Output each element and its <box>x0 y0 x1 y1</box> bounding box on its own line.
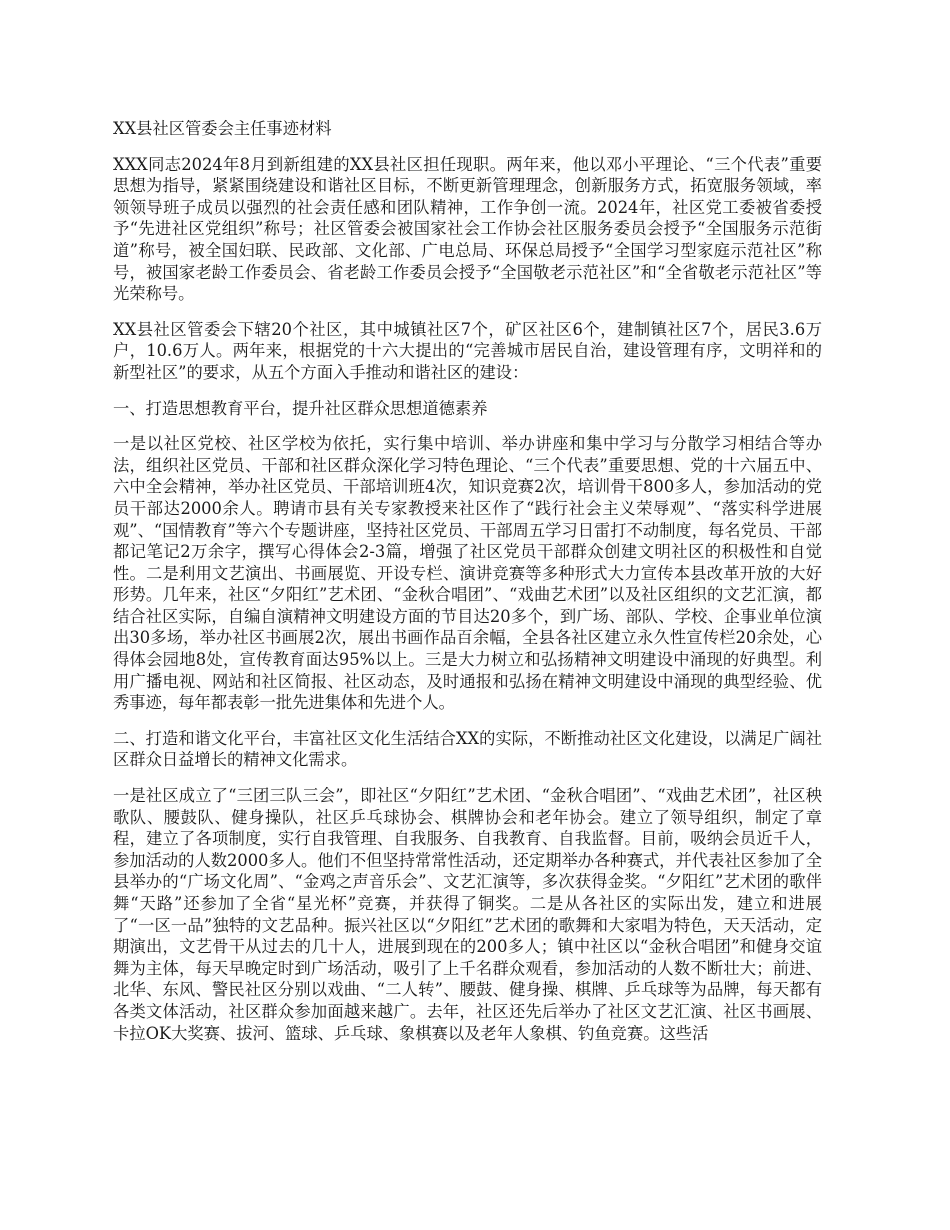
paragraph-overview: XX县社区管委会下辖20个社区，其中城镇社区7个，矿区社区6个，建制镇社区7个，居民3.6万户，10.6万人。两年来，根据党的十六大提出的“完善城市居民自治，建设管理有序，文明祥和的新型社区”的要求，从五个方面入手推动和谐社区的建设： <box>113 319 822 382</box>
paragraph-intro: XXX同志2024年8月到新组建的XX县社区担任现职。两年来，他以邓小平理论、“三个代表”重要思想为指导，紧紧围绕建设和谐社区目标，不断更新管理理念，创新服务方式，拓宽服务领域，率领领导班子成员以强烈的社会责任感和团队精神，工作争创一流。2024年，社区党工委被省委授予“先进社区党组织”称号；社区管委会被国家社会工作协会社区服务委员会授予“全国服务示范街道”称号，被全国妇联、民政部、文化部、广电总局、环保总局授予“全国学习型家庭示范社区”称号，被国家老龄工作委员会、省老龄工作委员会授予“全国敬老示范社区”和“全省敬老示范社区”等光荣称号。 <box>113 154 822 304</box>
document-title: XX县社区管委会主任事迹材料 <box>113 119 332 138</box>
paragraph-section-2: 一是社区成立了“三团三队三会”，即社区“夕阳红”艺术团、“金秋合唱团”、“戏曲艺术团”，社区秧歌队、腰鼓队、健身操队，社区乒乓球协会、棋牌协会和老年协会。建立了领导组织，制定了章程，建立了各项制度，实行自我管理、自我服务、自我教育、自我监督。目前，吸纳会员近千人，参加活动的人数2000多人。他们不但坚持常常性活动，还定期举办各种赛式，并代表社区参加了全县举办的“广场文化周”、“金鸡之声音乐会”、文艺汇演等，多次获得金奖。“夕阳红”艺术团的歌伴舞“天路”还参加了全省“星光杯”竞赛，并获得了铜奖。二是从各社区的实际出发，建立和进展了“一区一品”独特的文艺品种。振兴社区以“夕阳红”艺术团的歌舞和大家唱为特色，天天活动，定期演出，文艺骨干从过去的几十人，进展到现在的200多人；镇中社区以“金秋合唱团”和健身交谊舞为主体，每天早晚定时到广场活动，吸引了上千名群众观看，参加活动的人数不断壮大；前进、北华、东风、警民社区分别以戏曲、“二人转”、腰鼓、健身操、棋牌、乒乓球等为品牌，每天都有各类文体活动，社区群众参加面越来越广。去年，社区还先后举办了社区文艺汇演、社区书画展、卡拉OK大奖赛、拔河、篮球、乒乓球、象棋赛以及老年人象棋、钓鱼竞赛。这些活 <box>113 786 822 1043</box>
section-heading-1: 一、打造思想教育平台，提升社区群众思想道德素养 <box>113 398 488 418</box>
paragraph-section-1: 一是以社区党校、社区学校为依托，实行集中培训、举办讲座和集中学习与分散学习相结合等办法，组织社区党员、干部和社区群众深化学习特色理论、“三个代表”重要思想、党的十六届五中、六中全会精神，举办社区党员、干部培训班4次，知识竞赛2次，培训骨干800多人，参加活动的党员干部达2000余人。聘请市县有关专家教授来社区作了“践行社会主义荣辱观”、“落实科学进展观”、“国情教育”等六个专题讲座，坚持社区党员、干部周五学习日雷打不动制度，每名党员、干部都记笔记2万余字，撰写心得体会2-3篇，增强了社区党员干部群众创建文明社区的积极性和自觉性。二是利用文艺演出、书画展览、开设专栏、演讲竞赛等多种形式大力宣传本县改革开放的大好形势。几年来，社区“夕阳红”艺术团、“金秋合唱团”、“戏曲艺术团”以及社区组织的文艺汇演，都结合社区实际，自编自演精神文明建设方面的节目达20多个，到广场、部队、学校、企事业单位演出30多场，举办社区书画展2次，展出书画作品百余幅，全县各社区建立永久性宣传栏20余处，心得体会园地8处，宣传教育面达95%以上。三是大力树立和弘扬精神文明建设中涌现的好典型。利用广播电视、网站和社区简报、社区动态，及时通报和弘扬在精神文明建设中涌现的典型经验、优秀事迹，每年都表彰一批先进集体和先进个人。 <box>113 434 822 713</box>
section-heading-2: 二、打造和谐文化平台，丰富社区文化生活结合XX的实际，不断推动社区文化建设，以满足广阔社区群众日益增长的精神文化需求。 <box>113 728 822 770</box>
